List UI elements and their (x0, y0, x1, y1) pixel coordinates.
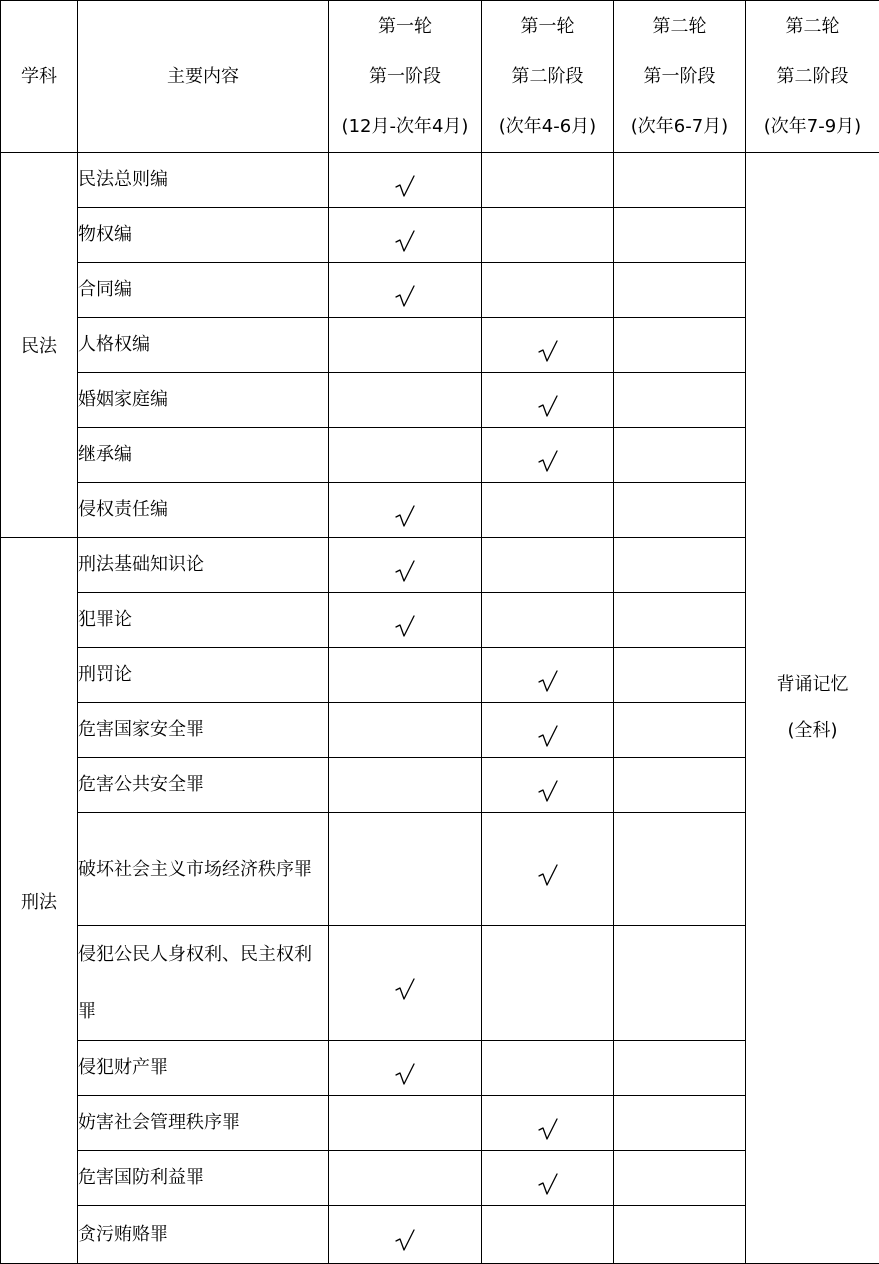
stage-cell (614, 428, 746, 483)
header-period: (次年7-9月) (746, 102, 879, 152)
check-mark-icon (538, 339, 558, 363)
check-mark-icon (395, 1062, 415, 1086)
stage-cell (482, 263, 614, 318)
header-round2-stage2 (746, 1, 879, 153)
header-row (1, 1, 879, 153)
check-mark-icon (538, 669, 558, 693)
table-body (1, 153, 879, 1264)
header-round1-stage2 (482, 1, 614, 153)
check-mark-icon (395, 284, 415, 308)
check-mark-icon (538, 1172, 558, 1196)
content-cell: 危害国防利益罪 (78, 1151, 329, 1206)
stage-cell (614, 648, 746, 703)
check-mark-icon (395, 504, 415, 528)
stage-cell (329, 703, 482, 758)
stage-cell (614, 373, 746, 428)
content-cell: 妨害社会管理秩序罪 (78, 1096, 329, 1151)
stage-cell (482, 318, 614, 373)
stage-cell (614, 593, 746, 648)
stage-cell (482, 1096, 614, 1151)
stage-cell (329, 318, 482, 373)
stage-cell (614, 1206, 746, 1264)
stage-cell (482, 648, 614, 703)
stage-cell (482, 483, 614, 538)
header-stage: 第二阶段 (482, 52, 613, 102)
check-mark-icon (395, 977, 415, 1001)
check-mark-icon (538, 449, 558, 473)
check-mark-icon (395, 174, 415, 198)
content-cell: 人格权编 (78, 318, 329, 373)
stage-cell (482, 813, 614, 926)
stage-cell (614, 208, 746, 263)
header-period: (12月-次年4月) (329, 102, 481, 152)
content-cell: 侵犯公民人身权利、民主权利罪 (78, 926, 329, 1041)
check-mark-icon (538, 1117, 558, 1141)
stage-cell (329, 1206, 482, 1264)
stage-cell (614, 1151, 746, 1206)
content-cell: 破坏社会主义市场经济秩序罪 (78, 813, 329, 926)
stage-cell (614, 538, 746, 593)
stage-cell (482, 703, 614, 758)
content-cell: 侵权责任编 (78, 483, 329, 538)
stage-cell (329, 1096, 482, 1151)
stage-cell (329, 263, 482, 318)
stage-cell (329, 538, 482, 593)
header-round: 第二轮 (746, 2, 879, 52)
check-mark-icon (538, 779, 558, 803)
header-round: 第二轮 (614, 2, 745, 52)
check-mark-icon (538, 863, 558, 887)
stage-cell (482, 1206, 614, 1264)
content-cell: 犯罪论 (78, 593, 329, 648)
stage-cell (614, 758, 746, 813)
content-cell: 贪污贿赂罪 (78, 1206, 329, 1264)
stage-cell (329, 1151, 482, 1206)
header-subject: 学科 (1, 1, 78, 153)
stage-cell (482, 1151, 614, 1206)
stage-cell (482, 373, 614, 428)
header-period: (次年6-7月) (614, 102, 745, 152)
subject-cell: 民法 (1, 153, 78, 538)
stage-cell (614, 813, 746, 926)
stage-cell (329, 758, 482, 813)
stage-cell (329, 926, 482, 1041)
check-mark-icon (395, 229, 415, 253)
stage-cell (614, 153, 746, 208)
check-mark-icon (538, 724, 558, 748)
memorize-label: 背诵记忆 (746, 662, 879, 708)
stage-cell (329, 373, 482, 428)
table-row (1, 153, 879, 208)
header-stage: 第一阶段 (329, 52, 481, 102)
memorize-cell (746, 153, 879, 1264)
stage-cell (329, 1041, 482, 1096)
content-cell: 危害国家安全罪 (78, 703, 329, 758)
stage-cell (482, 538, 614, 593)
content-cell: 危害公共安全罪 (78, 758, 329, 813)
stage-cell (482, 926, 614, 1041)
header-round1-stage1 (329, 1, 482, 153)
stage-cell (614, 318, 746, 373)
stage-cell (482, 153, 614, 208)
header-round: 第一轮 (482, 2, 613, 52)
stage-cell (329, 208, 482, 263)
content-cell: 民法总则编 (78, 153, 329, 208)
stage-cell (482, 1041, 614, 1096)
header-stage: 第二阶段 (746, 52, 879, 102)
stage-cell (614, 483, 746, 538)
check-mark-icon (395, 559, 415, 583)
stage-cell (482, 208, 614, 263)
stage-cell (482, 593, 614, 648)
stage-cell (614, 703, 746, 758)
subject-cell: 刑法 (1, 538, 78, 1264)
stage-cell (614, 926, 746, 1041)
content-cell: 侵犯财产罪 (78, 1041, 329, 1096)
stage-cell (614, 1041, 746, 1096)
content-cell: 继承编 (78, 428, 329, 483)
header-round2-stage1 (614, 1, 746, 153)
memorize-scope: (全科) (746, 708, 879, 754)
content-cell: 物权编 (78, 208, 329, 263)
stage-cell (614, 263, 746, 318)
header-stage: 第一阶段 (614, 52, 745, 102)
stage-cell (329, 153, 482, 208)
stage-cell (329, 648, 482, 703)
header-round: 第一轮 (329, 2, 481, 52)
content-cell: 刑罚论 (78, 648, 329, 703)
check-mark-icon (395, 614, 415, 638)
content-cell: 刑法基础知识论 (78, 538, 329, 593)
content-cell: 合同编 (78, 263, 329, 318)
check-mark-icon (538, 394, 558, 418)
stage-cell (482, 428, 614, 483)
stage-cell (329, 428, 482, 483)
header-period: (次年4-6月) (482, 102, 613, 152)
stage-cell (329, 483, 482, 538)
header-content: 主要内容 (78, 1, 329, 153)
stage-cell (329, 593, 482, 648)
stage-cell (329, 813, 482, 926)
check-mark-icon (395, 1228, 415, 1252)
stage-cell (482, 758, 614, 813)
stage-cell (614, 1096, 746, 1151)
content-cell: 婚姻家庭编 (78, 373, 329, 428)
